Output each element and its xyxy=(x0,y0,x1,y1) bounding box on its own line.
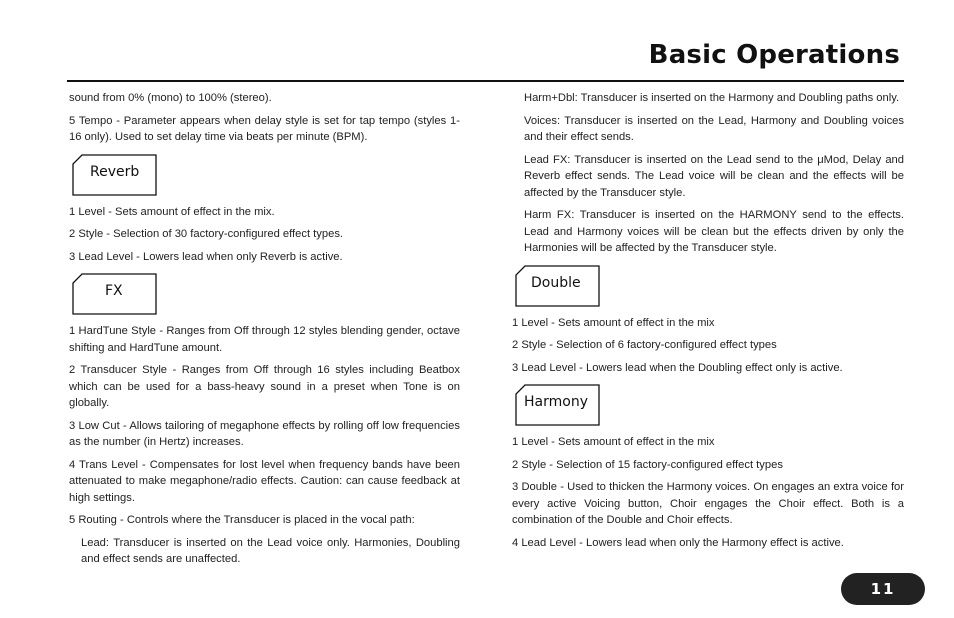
list-item: 1 Level - Sets amount of effect in the mix xyxy=(512,316,715,329)
list-item: 4 Lead Level - Lowers lead when only the Harmony effect is active. xyxy=(512,536,844,549)
list-item: 3 Lead Level - Lowers lead when the Doubling effect only is active. xyxy=(512,361,843,374)
list-item: 5 Routing - Controls where the Transducer is placed in the vocal path: xyxy=(69,514,415,526)
page-number: 11 xyxy=(841,573,925,605)
routing-option-lead: Lead: Transducer is inserted on the Lead voice only. Harmonies, Doubling and effect sends are unaffected. xyxy=(81,536,460,565)
list-item: 1 Level - Sets amount of effect in the mix. xyxy=(69,205,275,218)
list-item: 2 Style - Selection of 30 factory-configured effect types. xyxy=(69,228,344,240)
double-tab xyxy=(515,265,904,305)
page-title: Basic Operations xyxy=(648,40,900,70)
reverb-tab-label: Reverb xyxy=(90,163,140,180)
list-item: 2 Style - Selection of 6 factory-configured effect types xyxy=(512,339,777,351)
routing-option-harm-dbl: Harm+Dbl: Transducer is inserted on the Harmony and Doubling paths only. xyxy=(524,92,900,104)
right-column xyxy=(512,90,904,557)
header-rule xyxy=(67,80,904,82)
routing-option-lead-fx: Lead FX: Transducer is inserted on the Lead send to the μMod, Delay and Reverb effect sends. The Lead voice will be clean and the effects will be affected by the Transducer style. xyxy=(524,153,904,199)
list-item: 2 Transducer Style - Ranges from Off through 16 styles including Beatbox which can be used for a bass-heavy sound in a preset when Tone is on globally. xyxy=(69,364,460,409)
list-item: 3 Double - Used to thicken the Harmony voices. On engages an extra voice for every active Voicing button, Choir engages the Choir effect. Both is a combination of the Double and Choir effects. xyxy=(512,481,904,526)
harmony-tab xyxy=(515,384,904,424)
list-item: 2 Style - Selection of 15 factory-configured effect types xyxy=(512,458,783,471)
list-item: 3 Low Cut - Allows tailoring of megaphone effects by rolling off low frequencies as the number (in Hertz) increases. xyxy=(69,419,460,448)
fx-tab xyxy=(72,273,460,313)
left-column xyxy=(69,90,460,574)
reverb-tab xyxy=(72,154,460,194)
list-item: 3 Lead Level - Lowers lead when only Reverb is active. xyxy=(69,250,343,263)
routing-option-voices: Voices: Transducer is inserted on the Lead, Harmony and Doubling voices and their effect sends. xyxy=(524,114,904,143)
paragraph: 5 Tempo - Parameter appears when delay style is set for tap tempo (styles 1-16 only). Used to set delay time via beats per minute (BPM). xyxy=(69,114,460,143)
list-item: 4 Trans Level - Compensates for lost level when frequency bands have been attenuated to make megaphone/radio effects. Caution: can cause feedback at high settings. xyxy=(69,458,460,504)
paragraph: sound from 0% (mono) to 100% (stereo). xyxy=(69,92,272,104)
harmony-tab-label: Harmony xyxy=(524,394,588,410)
list-item: 1 HardTune Style - Ranges from Off through 12 styles blending gender, octave shifting and HardTune amount. xyxy=(69,325,460,354)
double-tab-label: Double xyxy=(531,274,581,291)
routing-option-harm-fx: Harm FX: Transducer is inserted on the HARMONY send to the effects. Lead and Harmony voices will be clean but the effects driven by only the Harmonies will be affected by the Transducer style. xyxy=(524,209,904,254)
fx-tab-label: FX xyxy=(105,283,123,299)
list-item: 1 Level - Sets amount of effect in the mix xyxy=(512,436,715,448)
